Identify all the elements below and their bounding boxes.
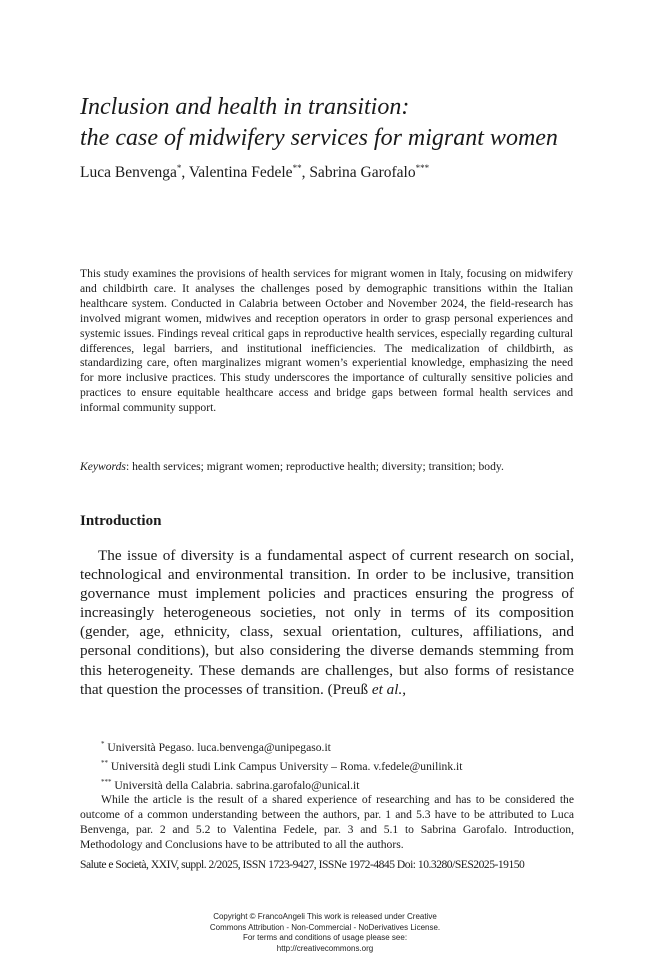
article-title [80,92,580,154]
footnote-mark: ** [101,758,108,767]
footnote-text: Università Pegaso. luca.benvenga@unipegaso.it [104,741,331,754]
author-footnote-mark: * [176,163,182,173]
footnote [80,756,574,775]
license-line: For terms and conditions of usage please see: [242,933,408,943]
author-name: Valentina Fedele [188,164,293,181]
contribution-note: While the article is the result of a shared experience of researching and has to be considered the outcome of a common understanding between the authors, par. 1 and 5.3 have to be attributed to Luca Benvenga, par. 2 and 5.2 to Valentina Fedele, par. 3 and 5.1 to Sabrina Garofalo. Introduction, Methodology and Conclusions have to be attributed to all the authors. [80,793,574,851]
keywords [80,460,573,473]
author-name: Sabrina Garofalo [309,164,416,181]
footnote-text: Università della Calabria. sabrina.garofalo@unical.it [111,778,360,792]
license-notice [190,912,460,954]
journal-citation: Salute e Società, XXIV, suppl. 2/2025, ISSN 1723-9427, ISSNe 1972-4845 Doi: 10.3280/SES2025-19150 [80,858,525,871]
title-line-1: Inclusion and health in transition: [80,94,410,120]
footnote [80,775,574,794]
footnotes [80,737,574,853]
license-link[interactable]: http://creativecommons.org [276,943,374,953]
author-name: Luca Benvenga [80,164,177,181]
introduction-tail: , [402,680,407,698]
author-footnote-mark: *** [415,163,430,173]
keywords-text: : health services; migrant women; reproductive health; diversity; transition; body. [125,460,504,473]
author-list [80,163,429,182]
footnote-mark: * [101,740,105,748]
introduction-paragraph [80,546,574,699]
license-line: Commons Attribution - Non-Commercial - NoDerivatives License. [209,922,441,932]
abstract: This study examines the provisions of health services for migrant women in Italy, focusing on midwifery and childbirth care. It analyses the challenges posed by demographic transitions within the Italian healthcare system. Conducted in Calabria between October and November 2024, the field-research has involved migrant women, midwives and reception operators in order to grasp personal experiences and systemic issues. Findings reveal critical gaps in reproductive health services, especially regarding cultural differences, legal barriers, and institutional inefficiencies. The medicalization of childbirth, as standardizing care, often marginalizes migrant women’s experiential knowledge, emphasizing the need for more inclusive practices. This study underscores the importance of culturally sensitive policies and practices to ensure equitable healthcare access and bridge gaps between formal health services and informal community support. [80,267,573,415]
title-line-2: the case of midwifery services for migrant women [80,125,558,151]
footnote [80,737,574,756]
author-separator: , [181,164,189,181]
introduction-text: The issue of diversity is a fundamental aspect of current research on social, technological and environmental transition. In order to be inclusive, transition governance must implement policies and practices ensuring the progress of increasingly heterogeneous societies, not only in terms of its composition (gender, age, ethnicity, class, sexual orientation, cultures, affiliations, and personal conditions), but also considering the diverse demands stemming from this heterogeneity. These demands are challenges, but also forms of resistance that question the processes of transition. (Preuß [80,547,574,698]
section-heading-introduction: Introduction [80,513,162,529]
author-footnote-mark: ** [292,163,302,173]
footnote-text: Università degli studi Link Campus University – Roma. v.fedele@unilink.it [108,759,463,773]
keywords-label: Keywords [80,460,126,473]
footnote-mark: *** [101,777,112,786]
license-line: Copyright © FrancoAngeli This work is released under Creative [213,912,437,921]
et-al: et al. [371,680,403,698]
author-separator: , [301,164,310,181]
